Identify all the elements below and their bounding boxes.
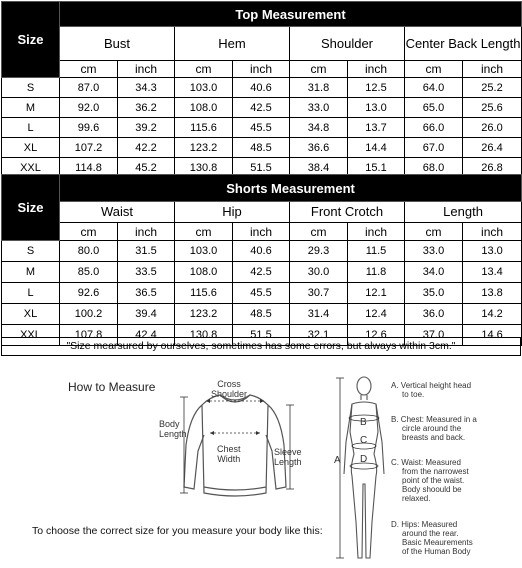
value-cell: 64.0 [405, 78, 463, 98]
value-cell: 45.5 [233, 283, 290, 304]
value-cell: 30.7 [290, 283, 348, 304]
value-cell: 12.1 [348, 283, 405, 304]
unit-header: cm [405, 61, 463, 78]
column-group-header: Waist [60, 202, 175, 223]
unit-header: cm [405, 223, 463, 241]
unit-header: cm [60, 61, 118, 78]
value-cell: 14.2 [463, 304, 522, 325]
value-cell: 39.4 [118, 304, 175, 325]
value-cell: 34.3 [118, 78, 175, 98]
value-cell: 13.8 [463, 283, 522, 304]
value-cell: 51.5 [233, 158, 290, 178]
value-cell: 33.0 [405, 241, 463, 262]
value-cell: 68.0 [405, 158, 463, 178]
value-cell: 14.6 [463, 325, 522, 346]
size-cell: L [2, 118, 60, 138]
size-cell: XXL [2, 325, 60, 346]
value-cell: 108.0 [175, 262, 233, 283]
unit-header: inch [118, 223, 175, 241]
body-figure-icon [330, 372, 390, 564]
column-group-header: Shoulder [290, 27, 405, 61]
size-cell: M [2, 262, 60, 283]
size-header: Size [2, 2, 60, 78]
value-cell: 26.8 [463, 158, 522, 178]
value-cell: 33.5 [118, 262, 175, 283]
column-group-header: Center Back Length [405, 27, 522, 61]
unit-header: inch [463, 61, 522, 78]
cross-shoulder-label: Cross Shoulder [211, 379, 248, 399]
instruction-d: D. Hips: Measured around the rear. Basic Meaurements of the Human Body [391, 520, 473, 556]
table-row [2, 241, 522, 262]
value-cell: 12.4 [348, 304, 405, 325]
body-letter-c: C [360, 435, 368, 446]
value-cell: 115.6 [175, 283, 233, 304]
shorts-measurement-table [1, 174, 522, 346]
top-table-body [2, 78, 522, 178]
value-cell: 42.2 [118, 138, 175, 158]
value-cell: 13.7 [348, 118, 405, 138]
value-cell: 42.5 [233, 98, 290, 118]
unit-header: cm [60, 223, 118, 241]
column-group-header: Length [405, 202, 522, 223]
value-cell: 38.4 [290, 158, 348, 178]
value-cell: 66.0 [405, 118, 463, 138]
size-cell: XL [2, 138, 60, 158]
value-cell: 34.8 [290, 118, 348, 138]
how-to-measure-title: How to Measure [68, 380, 156, 394]
column-group-header: Hip [175, 202, 290, 223]
value-cell: 14.4 [348, 138, 405, 158]
value-cell: 48.5 [233, 304, 290, 325]
value-cell: 31.4 [290, 304, 348, 325]
value-cell: 130.8 [175, 325, 233, 346]
value-cell: 65.0 [405, 98, 463, 118]
body-letter-d: D [360, 454, 368, 465]
unit-header: cm [175, 61, 233, 78]
size-cell: XL [2, 304, 60, 325]
value-cell: 34.0 [405, 262, 463, 283]
column-group-header: Bust [60, 27, 175, 61]
size-cell: S [2, 241, 60, 262]
chest-width-label: Chest Width [217, 444, 241, 464]
value-cell: 26.0 [463, 118, 522, 138]
value-cell: 67.0 [405, 138, 463, 158]
column-group-header: Front Crotch [290, 202, 405, 223]
top-measurement-table [1, 1, 522, 178]
value-cell: 92.6 [60, 283, 118, 304]
choose-size-instruction: To choose the correct size for you measure your body like this: [32, 525, 323, 537]
value-cell: 103.0 [175, 241, 233, 262]
size-header: Size [2, 175, 60, 241]
unit-header: cm [175, 223, 233, 241]
value-cell: 36.6 [290, 138, 348, 158]
value-cell: 85.0 [60, 262, 118, 283]
value-cell: 25.2 [463, 78, 522, 98]
unit-header: inch [118, 61, 175, 78]
value-cell: 99.6 [60, 118, 118, 138]
value-cell: 12.6 [348, 325, 405, 346]
measurement-note: "Size mearsured by ourselves, sometimes has some errors, but always within 3cm." [1, 337, 521, 356]
shorts-table-body [2, 241, 522, 346]
value-cell: 13.0 [348, 98, 405, 118]
value-cell: 11.5 [348, 241, 405, 262]
value-cell: 30.0 [290, 262, 348, 283]
value-cell: 15.1 [348, 158, 405, 178]
value-cell: 13.0 [463, 241, 522, 262]
value-cell: 36.2 [118, 98, 175, 118]
value-cell: 80.0 [60, 241, 118, 262]
value-cell: 25.6 [463, 98, 522, 118]
value-cell: 36.0 [405, 304, 463, 325]
table-row [2, 283, 522, 304]
unit-header: inch [348, 61, 405, 78]
size-cell: XXL [2, 158, 60, 178]
table-row [2, 138, 522, 158]
body-letter-b: B [360, 417, 367, 428]
size-cell: L [2, 283, 60, 304]
value-cell: 13.4 [463, 262, 522, 283]
table-title: Shorts Measurement [60, 175, 522, 202]
value-cell: 48.5 [233, 138, 290, 158]
value-cell: 31.5 [118, 241, 175, 262]
table-row [2, 304, 522, 325]
value-cell: 114.8 [60, 158, 118, 178]
value-cell: 130.8 [175, 158, 233, 178]
table-row [2, 98, 522, 118]
value-cell: 12.5 [348, 78, 405, 98]
value-cell: 103.0 [175, 78, 233, 98]
column-group-header: Hem [175, 27, 290, 61]
instruction-b: B. Chest: Measured in a circle around the breasts and back. [391, 415, 477, 442]
value-cell: 115.6 [175, 118, 233, 138]
instruction-a: A. Vertical height head to toe. [391, 381, 472, 399]
table-row [2, 262, 522, 283]
value-cell: 35.0 [405, 283, 463, 304]
value-cell: 40.6 [233, 78, 290, 98]
unit-header: inch [463, 223, 522, 241]
value-cell: 100.2 [60, 304, 118, 325]
value-cell: 39.2 [118, 118, 175, 138]
unit-header: inch [348, 223, 405, 241]
value-cell: 42.4 [118, 325, 175, 346]
value-cell: 87.0 [60, 78, 118, 98]
value-cell: 32.1 [290, 325, 348, 346]
table-row [2, 78, 522, 98]
value-cell: 51.5 [233, 325, 290, 346]
value-cell: 31.8 [290, 78, 348, 98]
instruction-c: C. Waist: Measured from the narrowest point of the waist. Body shoould be relaxed. [391, 458, 469, 503]
body-letter-a: A [334, 455, 341, 466]
value-cell: 40.6 [233, 241, 290, 262]
value-cell: 107.2 [60, 138, 118, 158]
value-cell: 26.4 [463, 138, 522, 158]
value-cell: 42.5 [233, 262, 290, 283]
value-cell: 37.0 [405, 325, 463, 346]
table-row [2, 118, 522, 138]
value-cell: 45.2 [118, 158, 175, 178]
value-cell: 123.2 [175, 304, 233, 325]
unit-header: inch [233, 223, 290, 241]
value-cell: 107.8 [60, 325, 118, 346]
size-cell: S [2, 78, 60, 98]
value-cell: 29.3 [290, 241, 348, 262]
unit-header: inch [233, 61, 290, 78]
value-cell: 11.8 [348, 262, 405, 283]
value-cell: 33.0 [290, 98, 348, 118]
body-length-label: Body Length [159, 419, 187, 439]
unit-header: cm [290, 223, 348, 241]
sleeve-length-label: Sleeve Length [274, 447, 302, 467]
value-cell: 36.5 [118, 283, 175, 304]
size-cell: M [2, 98, 60, 118]
value-cell: 108.0 [175, 98, 233, 118]
value-cell: 123.2 [175, 138, 233, 158]
table-title: Top Measurement [60, 2, 522, 27]
value-cell: 45.5 [233, 118, 290, 138]
unit-header: cm [290, 61, 348, 78]
value-cell: 92.0 [60, 98, 118, 118]
